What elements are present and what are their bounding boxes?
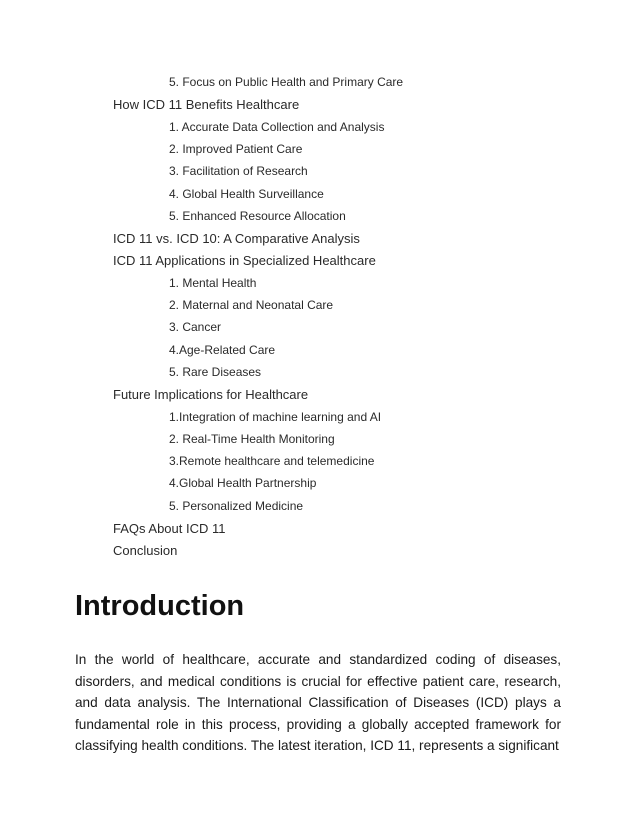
toc-section-link[interactable]: Future Implications for Healthcare — [113, 387, 309, 403]
toc-subsection-link[interactable]: 2. Maternal and Neonatal Care — [169, 298, 334, 312]
toc-subsection-link[interactable]: 5. Personalized Medicine — [169, 498, 304, 513]
toc-subsection-link[interactable]: 4.Global Health Partnership — [169, 476, 317, 491]
toc-subsection-link[interactable]: 2. Improved Patient Care — [169, 141, 303, 156]
toc-subsection-link[interactable]: 5. Rare Diseases — [169, 364, 262, 379]
toc-subsection-link[interactable]: 3. Cancer — [169, 320, 222, 335]
toc-subsection-link[interactable]: 4.Age-Related Care — [169, 342, 276, 357]
toc-section-link[interactable]: ICD 11 vs. ICD 10: A Comparative Analysis — [113, 231, 360, 247]
toc-subsection-link[interactable]: 5. Focus on Public Health and Primary Care — [169, 75, 404, 89]
toc-section-link[interactable]: How ICD 11 Benefits Healthcare — [113, 97, 300, 113]
toc-subsection-link[interactable]: 1. Mental Health — [169, 275, 257, 290]
toc-section-link[interactable]: FAQs About ICD 11 — [113, 521, 226, 536]
toc-subsection-link[interactable]: 1.Integration of machine learning and AI — [169, 409, 382, 424]
toc-subsection-link[interactable]: 2. Real-Time Health Monitoring — [169, 431, 335, 446]
toc-subsection-link[interactable]: 3. Facilitation of Research — [169, 164, 308, 179]
intro-paragraph: In the world of healthcare, accurate and standardized coding of diseases, disorders, and medical conditions is crucial for effective patient care, research, and data analysis. The International Classification of Diseases (ICD) plays a fundamental role in this process, providing a globally accepted framework for classifying health conditions. The latest iteration, ICD 11, represents a significant — [75, 652, 561, 754]
section-heading: Introduction — [75, 590, 245, 622]
toc-subsection-link[interactable]: 4. Global Health Surveillance — [169, 186, 324, 201]
toc-subsection-link[interactable]: 1. Accurate Data Collection and Analysis — [169, 119, 385, 134]
toc-section-link[interactable]: ICD 11 Applications in Specialized Healthcare — [113, 253, 376, 269]
toc-subsection-link[interactable]: 5. Enhanced Resource Allocation — [169, 208, 346, 223]
toc-subsection-link[interactable]: 3.Remote healthcare and telemedicine — [169, 454, 375, 469]
toc-section-link[interactable]: Conclusion — [113, 543, 178, 559]
